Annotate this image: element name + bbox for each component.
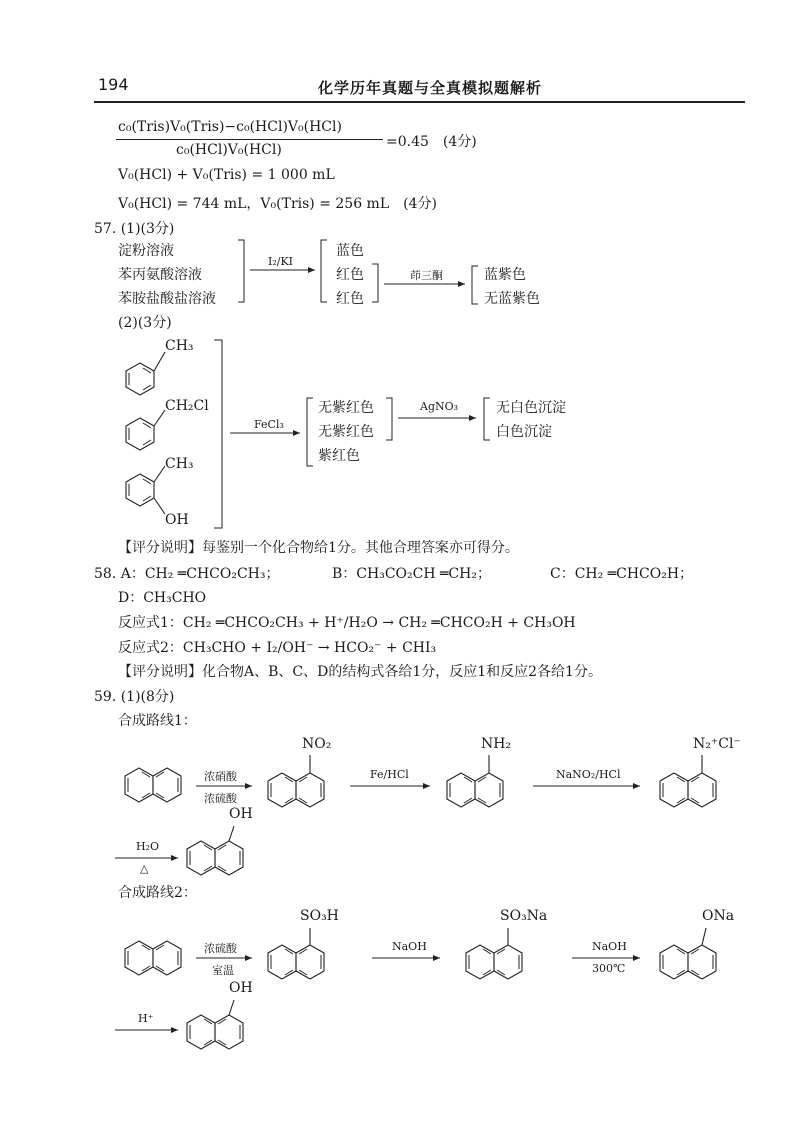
fecl3-result-2: 无紫红色	[318, 424, 374, 440]
solution-phenylalanine: 苯丙氨酸溶液	[118, 267, 202, 283]
result-red-1: 红色	[336, 267, 364, 283]
r2-step3-top: NaOH	[592, 940, 627, 953]
r1-substituent-no2: NO₂	[302, 736, 332, 752]
r1-step2: Fe/HCl	[370, 768, 409, 781]
book-title: 化学历年真题与全真模拟题解析	[318, 79, 543, 97]
q58-compound-b: B：CH₃CO₂CH ═CH₂；	[332, 566, 491, 582]
volume-answer: V₀(HCl) = 744 mL，V₀(Tris) = 256 mL (4分)	[118, 196, 437, 212]
substituent-ch3-cresol: CH₃	[165, 456, 194, 472]
sodium-naphthalenesulfonate	[466, 945, 522, 979]
reagent-i2-ki: I₂/KI	[268, 255, 294, 268]
naphthol-route2	[187, 1015, 243, 1049]
substituent-oh-cresol: OH	[165, 512, 189, 528]
q57-part1-label: 57. (1)(3分)	[94, 221, 175, 237]
q58-reaction-1: 反应式1：CH₂ ═CHCO₂CH₃ + H⁺/H₂O → CH₂ ═CHCO₂H + CH₃OH	[118, 615, 576, 631]
r2-step1-bottom: 室温	[212, 964, 234, 977]
fraction-numerator: c₀(Tris)V₀(Tris)−c₀(HCl)V₀(HCl)	[118, 119, 342, 135]
agno3-result-2: 白色沉淀	[496, 424, 552, 440]
reagent-agno3: AgNO₃	[420, 400, 459, 413]
q59-label: 59. (1)(8分)	[94, 689, 175, 705]
q58-scoring-note: 【评分说明】化合物A、B、C、D的结构式各给1分，反应1和反应2各给1分。	[118, 664, 602, 680]
r2-step2: NaOH	[392, 940, 427, 953]
result-red-2: 红色	[336, 291, 364, 307]
r1-substituent-nh2: NH₂	[481, 736, 512, 752]
r1-step1-top: 浓硝酸	[204, 770, 237, 783]
r1-step4-top: H₂O	[136, 840, 160, 853]
r1-step1-bottom: 浓硫酸	[204, 792, 237, 805]
result-blue: 蓝色	[336, 243, 364, 259]
agno3-result-1: 无白色沉淀	[496, 400, 566, 416]
fraction-denominator: c₀(HCl)V₀(HCl)	[176, 142, 282, 158]
r2-substituent-oh: OH	[229, 980, 253, 996]
r1-step4-bottom: △	[140, 862, 149, 875]
route2-title: 合成路线2：	[118, 885, 197, 901]
q58-compound-d: D：CH₃CHO	[118, 590, 207, 606]
fraction-result: =0.45 (4分)	[386, 134, 477, 150]
r2-substituent-ona: ONa	[702, 908, 735, 924]
reagent-fecl3: FeCl₃	[254, 418, 284, 431]
r2-step4: H⁺	[138, 1012, 154, 1025]
reagent-ninhydrin: 茚三酮	[410, 269, 443, 282]
substituent-ch2cl: CH₂Cl	[165, 398, 209, 414]
substituent-ch3-toluene: CH₃	[165, 338, 194, 354]
q58-compound-a: 58. A：CH₂ ═CHCO₂CH₃；	[94, 566, 280, 582]
fecl3-result-3: 紫红色	[318, 448, 360, 464]
r2-step3-bottom: 300℃	[592, 962, 626, 975]
naphthalene-start-2	[125, 941, 181, 975]
route1-title: 合成路线1：	[118, 713, 197, 729]
volume-sum: V₀(HCl) + V₀(Tris) = 1 000 mL	[118, 167, 335, 183]
solution-aniline-hcl: 苯胺盐酸盐溶液	[118, 291, 216, 307]
result-blue-violet: 蓝紫色	[484, 267, 526, 283]
sodium-naphthoxide	[660, 945, 716, 979]
r1-substituent-diazonium: N₂⁺Cl⁻	[693, 736, 741, 752]
solution-starch: 淀粉溶液	[118, 243, 174, 259]
naphthalenesulfonic-acid	[268, 945, 324, 979]
result-no-blue-violet: 无蓝紫色	[484, 291, 540, 307]
r2-substituent-so3na: SO₃Na	[500, 908, 548, 924]
q58-compound-c: C：CH₂ ═CHCO₂H；	[550, 566, 694, 582]
r2-substituent-so3h: SO₃H	[300, 908, 339, 924]
r1-step3: NaNO₂/HCl	[556, 768, 621, 781]
page-number: 194	[98, 75, 129, 94]
fecl3-result-1: 无紫红色	[318, 400, 374, 416]
r2-step1-top: 浓硫酸	[204, 942, 237, 955]
r1-substituent-oh: OH	[229, 806, 253, 822]
q58-reaction-2: 反应式2：CH₃CHO + I₂/OH⁻ → HCO₂⁻ + CHI₃	[118, 640, 437, 656]
q57-scoring-note: 【评分说明】每鉴别一个化合物给1分。其他合理答案亦可得分。	[118, 540, 519, 556]
q57-part2-label: (2)(3分)	[118, 315, 172, 331]
